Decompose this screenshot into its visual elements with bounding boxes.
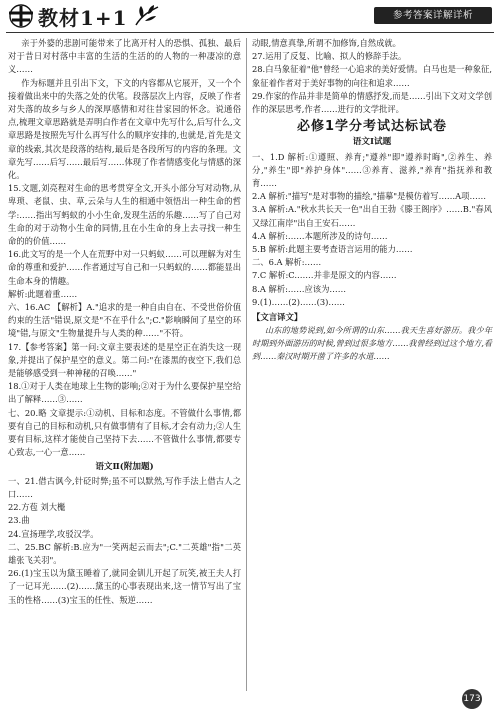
test-subtitle: 语文Ⅰ试题: [352, 137, 392, 148]
right-paragraph: 28.白马象征着"他"曾经一心追求的美好爱情。白马也是一种象征,象征着作者对于美好事物的向往和追求……: [252, 64, 492, 88]
brand-title: 教材1+1: [38, 5, 128, 30]
header-rule: [6, 32, 494, 33]
left-paragraph: 17.【参考答案】第一问:文章主要表述的是星空正在消失这一现象,并提出了保护星空的意义。第二问:"在漆黑的夜空下,我们总是能够感受到一种神秘的召唤……": [8, 341, 241, 379]
leaf-decoration-icon: [132, 3, 162, 29]
right-paragraph: 2.A 解析:"描写"是对事物的描绘,"描摹"是模仿着写……A项……: [252, 191, 487, 202]
right-paragraph: 7.C 解析:C.……并非是原文的内容……: [252, 270, 397, 281]
brand-glyph-icon: [6, 3, 36, 29]
left-paragraph: 一、21.借古讽今,针砭时弊;虽不可以默然,写作手法上借古人之口……: [8, 475, 241, 499]
left-paragraph: 16.此文写的是一个人在荒野中对一只蚂蚁……可以理解为对生命的尊重和爱护……作者通过写自己和一只蚂蚁的……都能显出生命本身的情趣。: [8, 249, 241, 286]
right-column: [252, 37, 492, 363]
right-paragraph: 4.A 解析:……本题所涉及的诗句……: [252, 230, 388, 241]
left-paragraph: 18.①对于人类在地球上生物的影响;②对于为什么要保护星空给出了解释……③……: [8, 381, 241, 405]
left-paragraph: 23.曲: [8, 515, 30, 526]
brand-logo: [6, 3, 162, 29]
right-paragraph: 8.A 解析:……应该为……: [252, 283, 347, 294]
left-paragraph: 26.(1)宝玉以为黛玉睡着了,就同金钏儿开起了玩笑,被王夫人打了一记耳光……(2)……黛玉的心事表现出来,这一情节写出了宝玉的性格……(3)宝玉的任性、叛逆……: [8, 568, 241, 605]
left-paragraph: 二、25.BC 解析:B.应为"一笑两起云而去";C."二英雄"指"二英雄张飞关羽"。: [8, 541, 241, 565]
right-paragraph: 一、1.D 解析:①遵照、养育;"遵养"即"遵养时晦",②养生、养分,"养生"即"养护身体"……③养育、滋养,"养育"指抚养和教育……: [252, 151, 492, 189]
translation-text: 山东的地势说到,如今所谓的山东……我天生喜好游历。我少年时期到外面游历的时候,曾到过很多地方……我曾经到过这个地方,看到……秦汉时期开凿了许多的水道……: [252, 325, 492, 362]
right-paragraph: 3.A 解析:A."秋水共长天一色"出自王勃《滕王阁序》……B."春风又绿江南岸"出自王安石……: [252, 204, 492, 228]
left-paragraph: 作为标题并且引出下文，下文的内容都从它展开，又一个个接着做出来中的失落之处的伏笔。段落层次上内容，反映了作者对失落的故乡与乡人的深厚感情和对往昔家园的怀念。说通俗点,梳理文章思路就是弄明白作者在文章中先写什么,后写什么,文章思路是按照先写什么再写什么的顺序安排的,也就是,首先是文章的线索,其次是段落的结构,最后是各段所写的内容的条理。文章先写……后写……最后写……体现了作者情感变化与情感的深化。: [8, 77, 241, 181]
page-number: 173: [462, 689, 482, 709]
translation-heading: 【文言译文】: [252, 312, 303, 323]
right-paragraph: 29.作家的作品并非是简单的情感抒发,而是……引出下文对文学创作的深层思考,作者……进行的文学批评。: [252, 90, 492, 115]
left-paragraph: 15.文题,刘亮程对生命的思考贯穿全文,开头小部分写对动物,从卑琐、老鼠、虫、草,云朵与人生的相通中领悟出一种生命的哲学:……指出写蚂蚁的小小生命,发现生活的乐趣……写了自己对生命的对于动物小生命的同情,且在小生命的身上去寻找一种生命的的价值……: [8, 183, 241, 247]
test-title: 必修1学分考试达标试卷: [296, 119, 448, 135]
section-heading: 语文Ⅱ(附加题): [95, 461, 154, 472]
left-paragraph: 24.宣扬理学,攻驳汉学。: [8, 528, 99, 539]
left-paragraph: 22.方苞 刘大櫆: [8, 502, 66, 513]
left-paragraph: 七、20.略 文章提示:①动机、目标和态度。不管做什么事情,都要有自己的目标和动机,只有做事情有了目标,才会有动力;②人生要有目标,这样才能使自己坚持下去……不管做什么事情,都要专心致志,一心一意……: [8, 407, 241, 458]
page-header: [0, 0, 500, 32]
left-paragraph: 六、16.AC 【解析】A."追求的是一种自由自在、不受世俗价值约束的生活"错误,原文是"不在乎什么";C."影响瞬间了星空的环境"错,与原文"生物量提升与人类的种……"不符。: [8, 302, 241, 339]
column-divider: [246, 38, 247, 691]
left-column: [8, 37, 241, 607]
right-paragraph: 9.(1)……(2)……(3)……: [252, 296, 345, 307]
left-paragraph: 解析:此题着重……: [8, 288, 78, 299]
right-paragraph: 27.运用了反复、比喻、拟人的修辞手法。: [252, 51, 407, 62]
answer-key-tag: 参考答案详解详析: [374, 7, 492, 24]
right-paragraph: 动眼,情意真挚,所谓不加修饰,自然成就。: [252, 38, 401, 48]
left-paragraph: 亲于外婆的悲剧可能带来了比离开村人的恐惧、孤独、最后对于昔日对村落中丰富的生活的生活的的人物的一种凄凉的意义……: [8, 38, 241, 75]
right-paragraph: 二、6.A 解析:……: [252, 257, 322, 268]
right-paragraph: 5.B 解析:此题主要考查语言运用的能力……: [252, 244, 413, 255]
